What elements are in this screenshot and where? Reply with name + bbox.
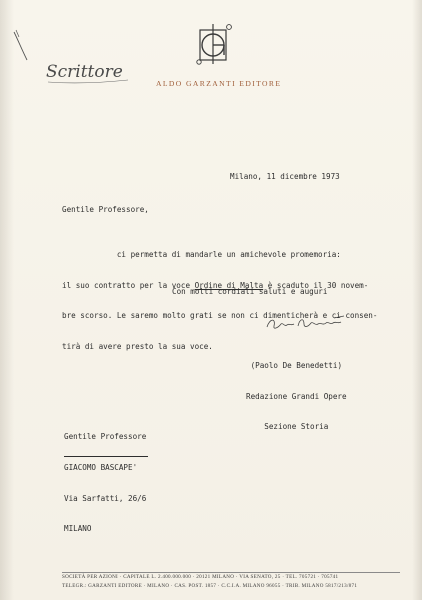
body-line: bre scorso. Le saremo molto grati se non ci dimenticherà e ci consen-: [62, 311, 378, 321]
body-line: il suo contratto per la voce Ordine di Malta è scaduto il 30 novem-: [62, 280, 369, 290]
body-line: tirà di avere presto la sua voce.: [62, 341, 213, 351]
recipient-address: [64, 412, 146, 555]
address-line: Gentile Professore: [64, 432, 147, 441]
closing-line: Con molti cordiali saluti e auguri: [172, 287, 328, 296]
salutation: Gentile Professore,: [62, 205, 149, 214]
paper-shadow-right: [412, 0, 422, 600]
address-street: Via Sarfatti, 26/6: [64, 493, 147, 503]
garzanti-monogram-logo: [194, 22, 234, 66]
handwritten-note-text: Scrittore: [46, 62, 123, 82]
underlined-entry-title: Ordine di Malta: [194, 280, 264, 290]
pencil-mark-icon: [10, 10, 32, 70]
body-line: ci permetta di mandarle un amichevole promemoria:: [62, 250, 341, 259]
signer-section: Sezione Storia: [264, 422, 329, 432]
signer-department: Redazione Grandi Opere: [246, 391, 347, 401]
letter-date: Milano, 11 dicembre 1973: [230, 172, 340, 181]
handwritten-note: [44, 55, 134, 89]
company-name: ALDO GARZANTI EDITORE: [156, 79, 282, 88]
footer-line: TELEGR.: GARZANTI EDITORE · MILANO · CAS. POST. 1857 · C.C.I.A. MILANO 96055 · TRIB. MILANO 5817/213/871: [62, 583, 358, 589]
footer-divider: [62, 572, 400, 573]
address-name: GIACOMO BASCAPE': [64, 462, 138, 472]
paper-shadow-left: [0, 0, 14, 600]
handwritten-signature: [264, 312, 348, 336]
address-city: MILANO: [64, 524, 92, 534]
signer-block: [246, 341, 347, 453]
signer-name: (Paolo De Benedetti): [250, 361, 343, 370]
address-underline: [64, 456, 148, 457]
footer-line: SOCIETÀ PER AZIONI · CAPITALE L. 2.400.000.000 · 20121 MILANO · VIA SENATO, 25 · TEL. 705721 · 705741: [62, 574, 339, 580]
company-footer: [62, 574, 402, 592]
